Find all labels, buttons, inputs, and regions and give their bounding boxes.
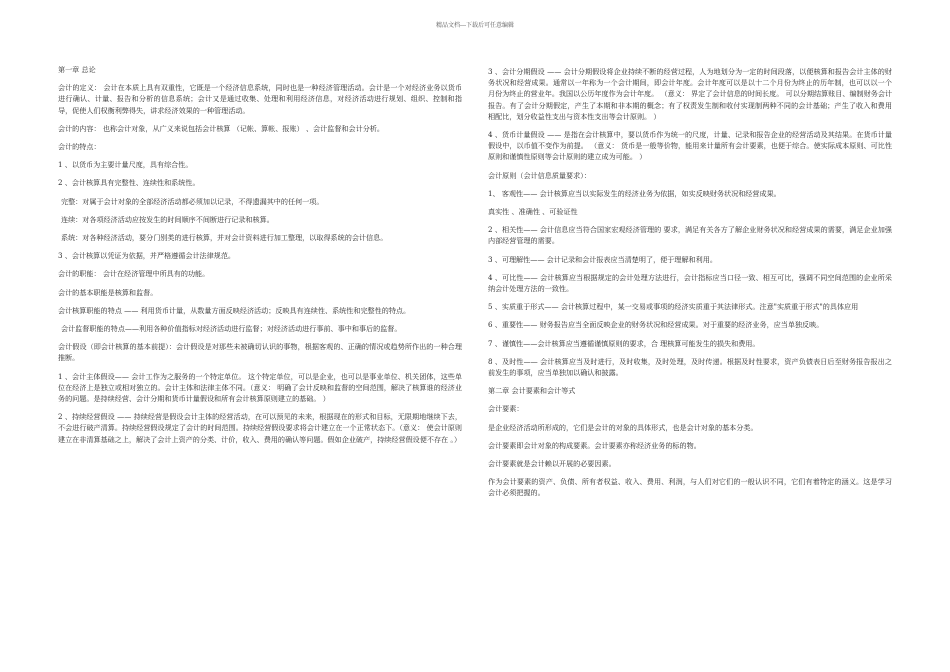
paragraph-accounting-assumptions: 会计假设（即会计核算的基本前提）：会计假设是对那些未被确切认识的事物，根据客观的、正确的情况或趋势所作出的一种合理推断。 — [58, 342, 462, 363]
principle-5-substance-over-form: 5 、实质重于形式—— 会计核算过程中，某一交易或事项的经济实质重于其法律形式。注意"实质重于形式"的具体应用 — [488, 302, 859, 312]
chapter-1-title: 第一章 总论 — [58, 65, 96, 74]
heading-accounting-principles: 会计原则（会计信息质量要求）： — [488, 170, 591, 180]
assumption-1-entity: 1 、会计主体假设—— 会计工作为之服务的一个特定单位。 这个特定单位，可以是企业，也可以是事业单位、机关团体，这些单位在经济上是独立或相对独立的。会计主体和法律主体不同。（意义： 明确了会计反映和监督的空间范围，解决了核算谁的经济业务的问题。是持续经营、会计分期和货币计量假设和所有会计核算原则建立的基础。 ） — [58, 371, 462, 404]
principle-1-attributes: 真实性 、准确性 、可验证性 — [488, 207, 578, 217]
paragraph-accounting-functions: 会计的职能： 会计在经济管理中所具有的功能。 — [58, 269, 210, 279]
paragraph-accounting-function-features: 会计核算职能的特点 —— 利用货币计量，从数量方面反映经济活动；反映具有连续性、系统性和完整性的特点。 — [58, 305, 411, 315]
heading-accounting-elements: 会计要素： — [488, 404, 524, 414]
principle-7-prudence: 7 、谨慎性——会计核算应当遵循谨慎原则的要求，合 理核算可能发生的损失和费用。 — [488, 338, 760, 348]
feature-2-continuous: 连续：对各项经济活动应按发生的时间顺序不间断进行记录和核算。 — [61, 214, 274, 224]
principle-1-objectivity: 1、 客观性—— 会计核算应当以实际发生的经济业务为依据，如实反映财务状况和经营成果。 — [488, 188, 781, 198]
chapter-2-title: 第二章 会计要素和会计等式 — [488, 386, 576, 396]
feature-3: 3 、会计核算以凭证为依据，并严格遵循会计法律规范。 — [58, 251, 236, 261]
page-header: 精品文档---下载后可任意编辑 — [435, 22, 515, 29]
elements-definition-3: 会计要素就是会计赖以开展的必要因素。 — [488, 459, 616, 469]
assumption-2-going-concern: 2 、持续经营假设 —— 持续经营是假设会计主体的经营活动，在可以预见的未来，根据现在的形式和目标，无限期地继续下去，不会进行破产清算。持续经营假设规定了会计的时间范围。持续经营假设要求将会计建立在一个正常状态下。（意义： 使会计原则建立在非清算基础之上，解决了会计上资产的分类、计价，收入、费用的确认等问题。假如企业破产，持续经营假设便不存在 。） — [58, 412, 462, 444]
paragraph-accounting-definition: 会计的定义： 会计在本质上具有双重性，它既是一个经济信息系统，同时也是一种经济管理活动。会计是一个对经济业务以货币进行确认、计量、报告和分析的信息系统；会计又是通过收集、处理和利用经济信息，对经济活动进行规划、组织、控制和指导，促使人们权衡利弊得失，讲求经济效果的一种管理活动。 — [58, 83, 462, 115]
left-column — [58, 64, 462, 452]
elements-definition-4: 作为会计要素的资产、负债、所有者权益、收入、费用、利润，与人们对它们的一般认识不同，它们有着特定的涵义。这是学习会计必须把握的。 — [488, 477, 892, 498]
paragraph-basic-functions: 会计的基本职能是核算和监督。 — [58, 287, 158, 297]
paragraph-accounting-content: 会计的内容： 也称会计对象，从广义来说包括会计核算 （记帐、算帐、报账） 、会计监督和会计分析。 — [58, 123, 384, 133]
principle-2-relevance: 2 、相关性—— 会计信息应当符合国家宏观经济管理的 要求，满足有关各方了解企业财务状况和经营成果的需要，满足企业加强内部经营管理的需要。 — [488, 225, 892, 246]
elements-definition-2: 会计要素即会计对象的构成要素。会计要素亦称经济业务的标的物。 — [488, 440, 701, 450]
heading-accounting-features: 会计的特点： — [58, 142, 101, 152]
principle-3-understandability: 3 、可理解性—— 会计记录和会计报表应当清楚明了，便于理解和利用。 — [488, 254, 717, 264]
paragraph-supervision-function-features: 会计监督职能的特点——利用各种价值指标对经济活动进行监督；对经济活动进行事前、事中和事后的监督。 — [61, 324, 402, 334]
principle-6-materiality: 6 、重要性—— 财务报告应当全面反映企业的财务状况和经营成果。对于重要的经济业务，应当单独反映。 — [488, 320, 824, 330]
right-column — [488, 66, 892, 506]
feature-1: 1 、以货币为主要计量尺度，具有综合性。 — [58, 160, 193, 170]
principle-8-timeliness: 8 、及时性—— 会计核算应当及时进行，及时收集，及时处理，及时传递。根据及时性要求，资产负债表日后至财务报告报出之前发生的事项，应当单独加以确认和披露。 — [488, 356, 892, 378]
assumption-4-monetary-unit: 4 、货币计量假设 —— 是指在会计核算中，要以货币作为统一的尺度，计量、记录和报告企业的经营活动及其结果。在货币计量假设中，以币值不变作为前提。 （意义： 货币是一般等价物，能用来计量所有会计要素，也便于综合。使实际成本原则、可比性原则和谨慎性原则等会计原则的建立成为可能。 ） — [488, 130, 892, 162]
feature-2: 2 、会计核算具有完整性、连续性和系统性。 — [58, 178, 200, 188]
principle-4-comparability: 4 、可比性—— 会计核算应当根据规定的会计处理方法进行，会计指标应当口径一致、相互可比，强调不同空间范围的企业所采纳会计处理方法的一致性。 — [488, 272, 892, 294]
elements-definition-1: 是企业经济活动所形成的，它们是会计的对象的具体形式，也是会计对象的基本分类。 — [488, 422, 758, 432]
assumption-3-periodicity: 3 、会计分期假设 —— 会计分期假设将企业持续不断的经营过程，人为地划分为一定的时间段落，以便核算和报告会计主体的财务状况和经营成果。通常以一年称为一个会计期间，即会计年度。会计年度可以是以十二个月份为终止的历年制，也可以以一个月份为终止的营业年。我国以公历年度作为会计年度。 （意义： 界定了会计信息的时间长度。 可以分期结算账目、编制财务会计报告。有了会计分期假定，产生了本期和非本期的概念；有了权责发生制和收付实现制两种不同的会计基础；产生了收入和费用相配比，划分收益性支出与资本性支出等会计原则。 ） — [488, 67, 893, 121]
feature-2-systematic: 系统：对各种经济活动，要分门别类的进行核算，并对会计资料进行加工整理，以取得系统的会计信息。 — [61, 233, 388, 243]
feature-2-complete: 完整：对属于会计对象的全部经济活动都必须加以记录，不得遗漏其中的任何一项。 — [61, 196, 324, 206]
